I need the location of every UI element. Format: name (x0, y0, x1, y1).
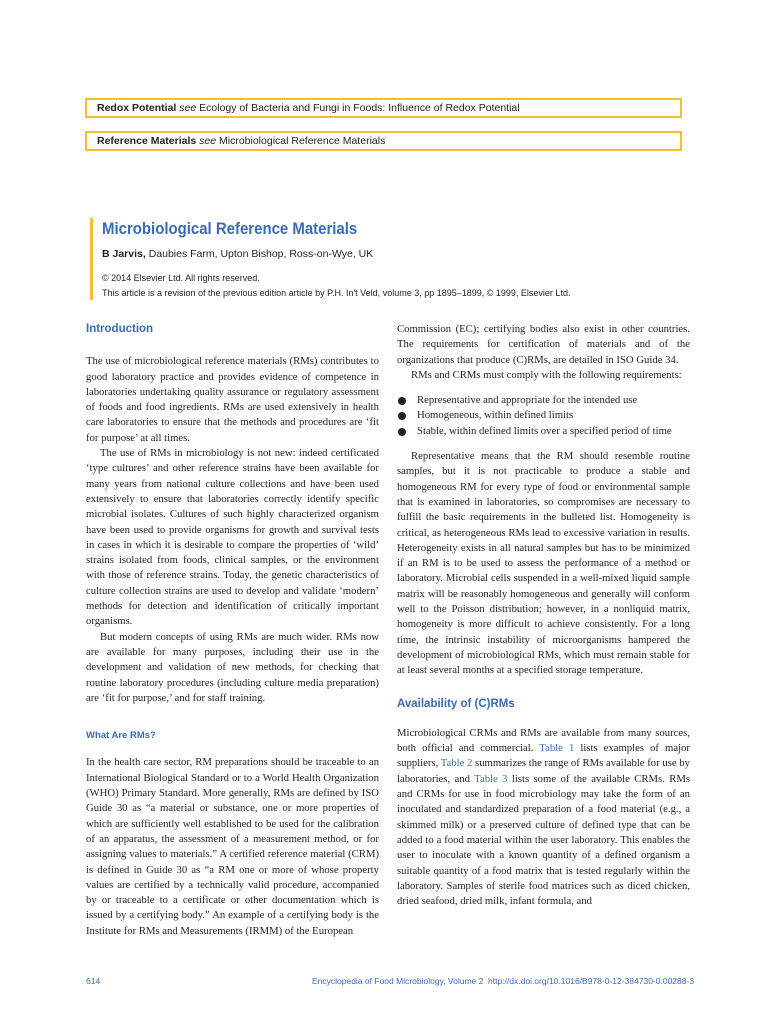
text-run: lists some of the available CRMs. RMs and CRMs for use in food microbiology may take the form of an inoculated and standardized preparation of a food material (e.g., a skimmed milk) or a preserved culture of defined type that can be added to a food material within the user laboratory. This enables the user to inoculate with a known quantity of a defined organism a suitable quantity of a food matrix that is tested regularly within the laboratory. Samples of sterile food matrices such as diced chicken, dried seafood, dried milk, infant formula, and (397, 772, 690, 908)
section-heading-what-are-rms: What Are RMs? (86, 730, 156, 742)
paragraph: Commission (EC); certifying bodies also exist in other countries. The requirements for certification of materials and of the organizations that produce (C)RMs, are detailed in ISO Guide 34. (397, 323, 690, 366)
xref-term: Reference Materials (97, 135, 197, 147)
text-run: Microbiological CRMs and RMs are available from many sources, both official and commercial. (397, 726, 690, 755)
left-column (86, 322, 379, 939)
section-heading-availability: Availability of (C)RMs (397, 697, 515, 710)
table-3-link[interactable]: Table 3 (474, 772, 508, 785)
title-accent-bar (90, 218, 93, 300)
list-item: Homogeneous, within defined limits (397, 408, 690, 423)
cross-reference-redox-potential (85, 98, 682, 118)
list-item: Stable, within defined limits over a specified period of time (397, 424, 690, 439)
publication-name: Encyclopedia of Food Microbiology, Volume 2 (312, 976, 484, 986)
paragraph: But modern concepts of using RMs are much wider. RMs now are available for many purposes, including their use in the development and validation of new methods, for checking that routine laboratory procedures (including culture media preparation) are ‘fit for purpose,’ and for staff training. (86, 630, 379, 704)
xref-see: see (179, 102, 197, 114)
xref-see: see (199, 135, 217, 147)
paragraph: In the health care sector, RM preparations should be traceable to an International Biological Standard or to a World Health Organization (WHO) Primary Standard. More generally, RMs are defined by ISO Guide 30 as “a material or substance, one or more properties of which are sufficiently well established to be used for the calibration of an apparatus, the assessment of a measurement method, or for assigning values to materials.” A certified reference material (CRM) is defined in Guide 30 as “a RM one or more of whose property values are certified by a technically valid procedure, accompanied by or traceable to a certificate or other documentation which is issued by a certifying body.” An example of a certifying body is the Institute for RMs and Measurements (IRMM) of the European (86, 756, 379, 937)
section-heading-introduction: Introduction (86, 323, 154, 335)
table-2-link[interactable]: Table 2 (440, 757, 473, 770)
author-name: B Jarvis, (102, 248, 146, 260)
paragraph: The use of microbiological reference materials (RMs) contributes to good laboratory practice and provides evidence of competence in laboratories undertaking quality assurance or regulatory assessment of foods and food ingredients. RMs are used extensively in health care laboratories to ensure that the methods and procedures are ‘fit for purpose’ at all times. (86, 355, 379, 444)
doi-link[interactable]: http://dx.doi.org/10.1016/B978-0-12-384730-0.00288-3 (488, 976, 695, 986)
paragraph: The use of RMs in microbiology is not new: indeed certificated ‘type cultures’ and other reference strains have been available for many years from national culture collections and have been used extensively to ensure that laboratories correctly identify specific microbial isolates. Cultures of such highly characterized organism have been used to provide organisms for growth and survival tests in cases in which it is desirable to compare the properties of ‘wild’ strains isolated from foods, clinical samples, or the environment with those of reference strains. Today, the genetic characteristics of culture collection strains are used to develop and validate ‘modern’ methods for detection and identification of critically important organisms. (86, 447, 379, 628)
xref-term: Redox Potential (97, 102, 177, 114)
paragraph: RMs and CRMs must comply with the following requirements: (411, 368, 682, 381)
author-line (102, 248, 373, 260)
requirements-list (397, 393, 690, 439)
page-number: 614 (86, 976, 101, 986)
table-1-link[interactable]: Table 1 (539, 742, 575, 755)
text-run: lists examples of major suppliers, (397, 742, 690, 770)
right-column (397, 322, 690, 909)
xref-target-link[interactable]: Ecology of Bacteria and Fungi in Foods: Influence of Redox Potential (199, 102, 520, 114)
xref-target-link[interactable]: Microbiological Reference Materials (219, 135, 386, 147)
list-item: Representative and appropriate for the intended use (397, 393, 690, 408)
copyright-block (102, 271, 570, 301)
copyright-line: © 2014 Elsevier Ltd. All rights reserved. (102, 273, 260, 283)
author-affiliation: Daubies Farm, Upton Bishop, Ross-on-Wye, UK (145, 248, 374, 260)
revision-note: This article is a revision of the previous edition article by P.H. In't Veld, volume 3, pp 1895–1899, © 1999, Elsevier Ltd. (102, 288, 571, 298)
article-title: Microbiological Reference Materials (102, 219, 358, 238)
paragraph: Representative means that the RM should resemble routine samples, but it is not practicable to produce a stable and homogeneous RM for every type of food or environmental sample that is examined in laboratories, so compromises are necessary to fulfill the basic requirements in the bulleted list. Homogeneity is critical, as heterogeneous RMs lead to excessive variation in results. Heterogeneity exists in all natural samples but has to be minimized if an RM is to be used to assess the performance of a method or laboratory. Microbial cells suspended in a well-mixed liquid sample matrix will be reasonably homogeneous and generally will conform well to the Poisson distribution; however, in a nonliquid matrix, homogeneity is more difficult to achieve consistently. For a long time, the intrinsic instability of microorganisms hampered the development of microbiological RMs, which must remain stable for at least several months at a specified storage temperature. (397, 450, 690, 677)
cross-reference-reference-materials (85, 131, 682, 151)
paragraph-availability (397, 726, 690, 910)
text-run: summarizes the range of RMs available for use by laboratories, and (397, 757, 690, 785)
